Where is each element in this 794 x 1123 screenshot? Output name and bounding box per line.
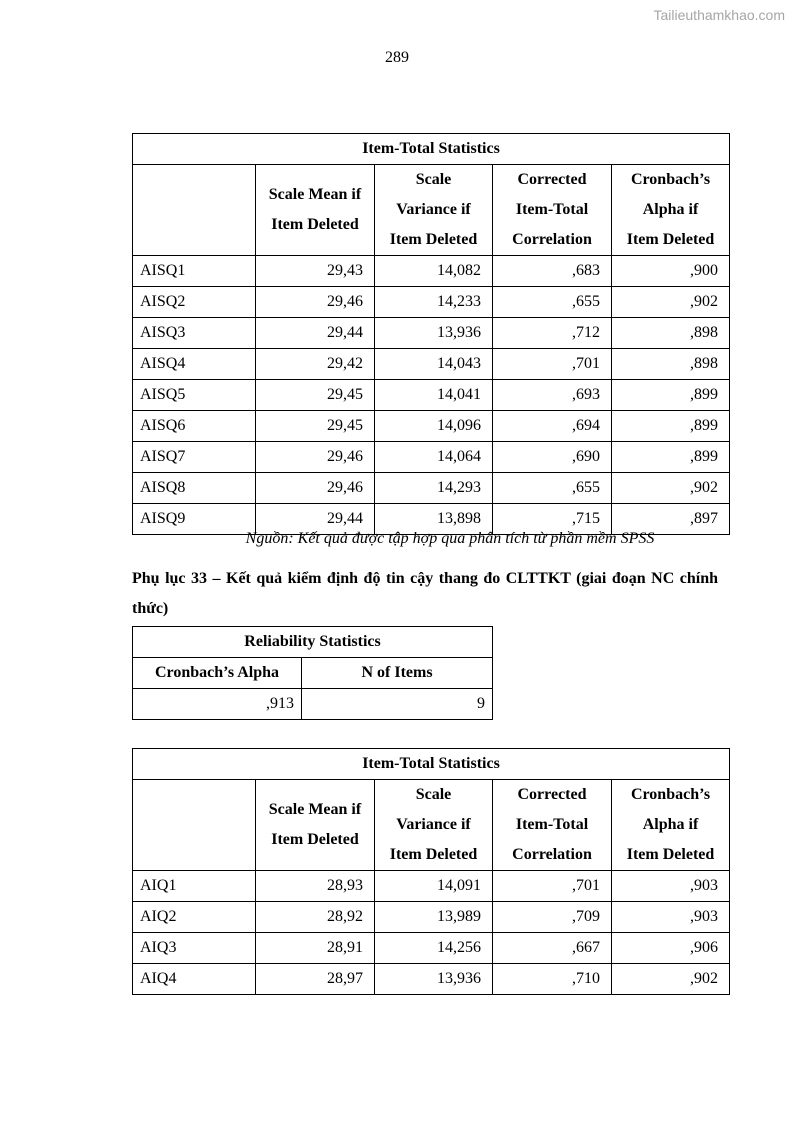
- header-corrected-correlation: Corrected Item-Total Correlation: [493, 165, 612, 256]
- cell-alpha-if-deleted: ,899: [612, 411, 730, 442]
- cell-scale-mean: 28,93: [256, 871, 375, 902]
- cell-scale-variance: 14,082: [375, 256, 493, 287]
- cell-corrected-correlation: ,693: [493, 380, 612, 411]
- cell-corrected-correlation: ,701: [493, 349, 612, 380]
- cell-n-items: 9: [302, 689, 493, 720]
- cell-item: AIQ1: [133, 871, 256, 902]
- cell-item: AISQ5: [133, 380, 256, 411]
- cell-scale-mean: 28,97: [256, 964, 375, 995]
- header-cronbach-alpha: Cronbach’s Alpha if Item Deleted: [612, 165, 730, 256]
- table-row: [133, 964, 730, 995]
- cell-scale-mean: 29,45: [256, 380, 375, 411]
- cell-corrected-correlation: ,701: [493, 871, 612, 902]
- cell-scale-mean: 29,42: [256, 349, 375, 380]
- cell-scale-mean: 29,44: [256, 318, 375, 349]
- cell-alpha-if-deleted: ,902: [612, 964, 730, 995]
- cell-alpha-if-deleted: ,898: [612, 349, 730, 380]
- cell-scale-variance: 14,233: [375, 287, 493, 318]
- cell-alpha: ,913: [133, 689, 302, 720]
- cell-scale-variance: 14,043: [375, 349, 493, 380]
- cell-alpha-if-deleted: ,898: [612, 318, 730, 349]
- header-n-of-items: N of Items: [302, 658, 493, 689]
- cell-scale-variance: 14,293: [375, 473, 493, 504]
- cell-scale-mean: 29,46: [256, 287, 375, 318]
- header-scale-mean: Scale Mean if Item Deleted: [256, 165, 375, 256]
- cell-scale-mean: 29,45: [256, 411, 375, 442]
- table-row: [133, 349, 730, 380]
- cell-item: AIQ4: [133, 964, 256, 995]
- cell-item: AISQ6: [133, 411, 256, 442]
- cell-alpha-if-deleted: ,899: [612, 442, 730, 473]
- cell-item: AIQ2: [133, 902, 256, 933]
- cell-scale-variance: 14,091: [375, 871, 493, 902]
- cell-scale-variance: 13,936: [375, 964, 493, 995]
- cell-alpha-if-deleted: ,906: [612, 933, 730, 964]
- header-blank: [133, 165, 256, 256]
- watermark: Tailieuthamkhao.com: [653, 7, 785, 23]
- cell-scale-mean: 29,46: [256, 442, 375, 473]
- table-row: [133, 902, 730, 933]
- header-corrected-correlation: Corrected Item-Total Correlation: [493, 780, 612, 871]
- header-cronbach-alpha: Cronbach’s Alpha: [133, 658, 302, 689]
- page-number: 289: [385, 49, 409, 66]
- cell-alpha-if-deleted: ,899: [612, 380, 730, 411]
- cell-corrected-correlation: ,655: [493, 287, 612, 318]
- table-row: [133, 287, 730, 318]
- cell-corrected-correlation: ,655: [493, 473, 612, 504]
- source-note: Nguồn: Kết quả được tập hợp qua phân tích từ phần mềm SPSS: [245, 530, 655, 547]
- cell-item: AISQ7: [133, 442, 256, 473]
- cell-item: AISQ4: [133, 349, 256, 380]
- cell-scale-mean: 29,44: [256, 504, 375, 535]
- cell-alpha-if-deleted: ,902: [612, 473, 730, 504]
- cell-scale-variance: 14,064: [375, 442, 493, 473]
- cell-corrected-correlation: ,694: [493, 411, 612, 442]
- cell-scale-mean: 28,91: [256, 933, 375, 964]
- cell-alpha-if-deleted: ,903: [612, 902, 730, 933]
- table-header-row: [133, 780, 730, 871]
- table-row: [133, 689, 493, 720]
- cell-scale-variance: 13,989: [375, 902, 493, 933]
- cell-item: AISQ1: [133, 256, 256, 287]
- appendix-title: Phụ lục 33 – Kết quả kiểm định độ tin cậy thang đo CLTTKT (giai đoạn NC chính thức): [132, 570, 718, 617]
- header-scale-mean: Scale Mean if Item Deleted: [256, 780, 375, 871]
- cell-scale-variance: 13,936: [375, 318, 493, 349]
- header-scale-variance: Scale Variance if Item Deleted: [375, 165, 493, 256]
- cell-corrected-correlation: ,690: [493, 442, 612, 473]
- cell-corrected-correlation: ,709: [493, 902, 612, 933]
- table-title: Item-Total Statistics: [133, 749, 730, 780]
- cell-item: AISQ3: [133, 318, 256, 349]
- cell-corrected-correlation: ,712: [493, 318, 612, 349]
- table-row: [133, 933, 730, 964]
- cell-alpha-if-deleted: ,902: [612, 287, 730, 318]
- cell-item: AIQ3: [133, 933, 256, 964]
- item-total-statistics-table-1: [132, 133, 730, 535]
- table-header-row: [133, 165, 730, 256]
- cell-corrected-correlation: ,715: [493, 504, 612, 535]
- cell-item: AISQ9: [133, 504, 256, 535]
- cell-scale-mean: 29,46: [256, 473, 375, 504]
- table-row: [133, 473, 730, 504]
- reliability-statistics-table: [132, 626, 493, 720]
- header-blank: [133, 780, 256, 871]
- cell-corrected-correlation: ,667: [493, 933, 612, 964]
- cell-alpha-if-deleted: ,897: [612, 504, 730, 535]
- item-total-statistics-table-2: [132, 748, 730, 995]
- header-cronbach-alpha: Cronbach’s Alpha if Item Deleted: [612, 780, 730, 871]
- table-row: [133, 318, 730, 349]
- cell-scale-mean: 28,92: [256, 902, 375, 933]
- header-scale-variance: Scale Variance if Item Deleted: [375, 780, 493, 871]
- table-title: Reliability Statistics: [133, 627, 493, 658]
- cell-alpha-if-deleted: ,903: [612, 871, 730, 902]
- table-title: Item-Total Statistics: [133, 134, 730, 165]
- cell-scale-variance: 14,041: [375, 380, 493, 411]
- table-row: [133, 380, 730, 411]
- cell-alpha-if-deleted: ,900: [612, 256, 730, 287]
- cell-scale-variance: 14,256: [375, 933, 493, 964]
- cell-scale-variance: 13,898: [375, 504, 493, 535]
- table-row: [133, 442, 730, 473]
- table-row: [133, 411, 730, 442]
- cell-scale-mean: 29,43: [256, 256, 375, 287]
- cell-item: AISQ8: [133, 473, 256, 504]
- cell-corrected-correlation: ,710: [493, 964, 612, 995]
- cell-corrected-correlation: ,683: [493, 256, 612, 287]
- table-row: [133, 256, 730, 287]
- table-row: [133, 871, 730, 902]
- cell-scale-variance: 14,096: [375, 411, 493, 442]
- cell-item: AISQ2: [133, 287, 256, 318]
